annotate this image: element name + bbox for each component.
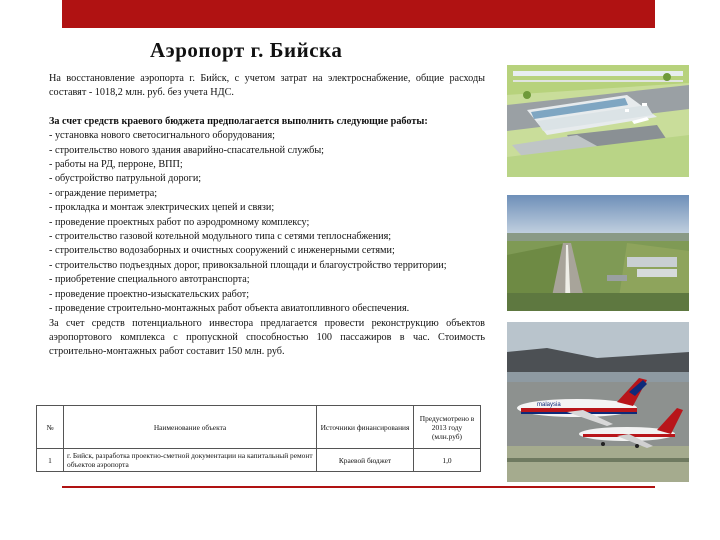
work-item: - проведение проектных работ по аэродромному комплексу; [49, 216, 310, 228]
terminal-rendering-image [507, 65, 689, 177]
page-title: Аэропорт г. Бийска [150, 38, 343, 62]
top-accent-bar [62, 0, 655, 28]
work-item: - проведение строительно-монтажных работ объекта авиатопливного обеспечения. [49, 303, 410, 315]
table-row [37, 449, 481, 472]
header-cell: Предусмотрено в 2013 году (млн.руб) [414, 406, 481, 449]
header-cell: Наименование объекта [64, 406, 317, 449]
runway-aerial-image [507, 195, 689, 311]
body-text [49, 72, 485, 360]
financing-table [36, 405, 481, 472]
row-cell: Краевой бюджет [317, 449, 414, 472]
airline-logo-text: malaysia [537, 402, 561, 408]
work-item: - проведение проектно-изыскательских работ; [49, 288, 250, 300]
row-cell: 1 [37, 449, 64, 472]
works-lead: За счет средств краевого бюджета предполагается выполнить следующие работы: [49, 115, 428, 127]
work-item: - обустройство патрульной дороги; [49, 173, 202, 185]
work-item: - работы на РД, перроне, ВПП; [49, 159, 183, 171]
row-cell: г. Бийск, разработка проектно-сметной документации на капитальный ремонт объектов аэропорта [64, 449, 317, 472]
work-item: - строительство нового здания аварийно-спасательной службы; [49, 144, 324, 156]
header-cell: № [37, 406, 64, 449]
header-cell: Источники финансирования [317, 406, 414, 449]
intro-paragraph: На восстановление аэропорта г. Бийск, с учетом затрат на электроснабжение, общие расходы составят - 1018,2 млн. руб. без учета НДС. [49, 73, 485, 99]
work-item: - строительство газовой котельной модульного типа с сетями теплоснабжения; [49, 231, 392, 243]
work-item: - прокладка и монтаж электрических цепей и связи; [49, 202, 275, 214]
row-cell: 1,0 [414, 449, 481, 472]
work-item: - строительство подъездных дорог, привокзальной площади и благоустройство территории; [49, 259, 447, 271]
work-item: - ограждение периметра; [49, 187, 158, 199]
work-item: - строительство водозаборных и очистных сооружений с инженерными сетями; [49, 245, 395, 257]
work-item: - приобретение специального автотранспорта; [49, 274, 250, 286]
aircraft-apron-image [507, 322, 689, 482]
investor-paragraph: За счет средств потенциального инвестора предлагается провести реконструкцию объектов аэропортового комплекса с пропускной способностью 100 пассажиров в час. Стоимость строительно-монтажных работ составит 150 млн. руб. [49, 317, 485, 358]
work-item: - установка нового светосигнального оборудования; [49, 130, 276, 142]
bottom-accent-line [62, 486, 655, 488]
table-header-row [37, 406, 481, 449]
